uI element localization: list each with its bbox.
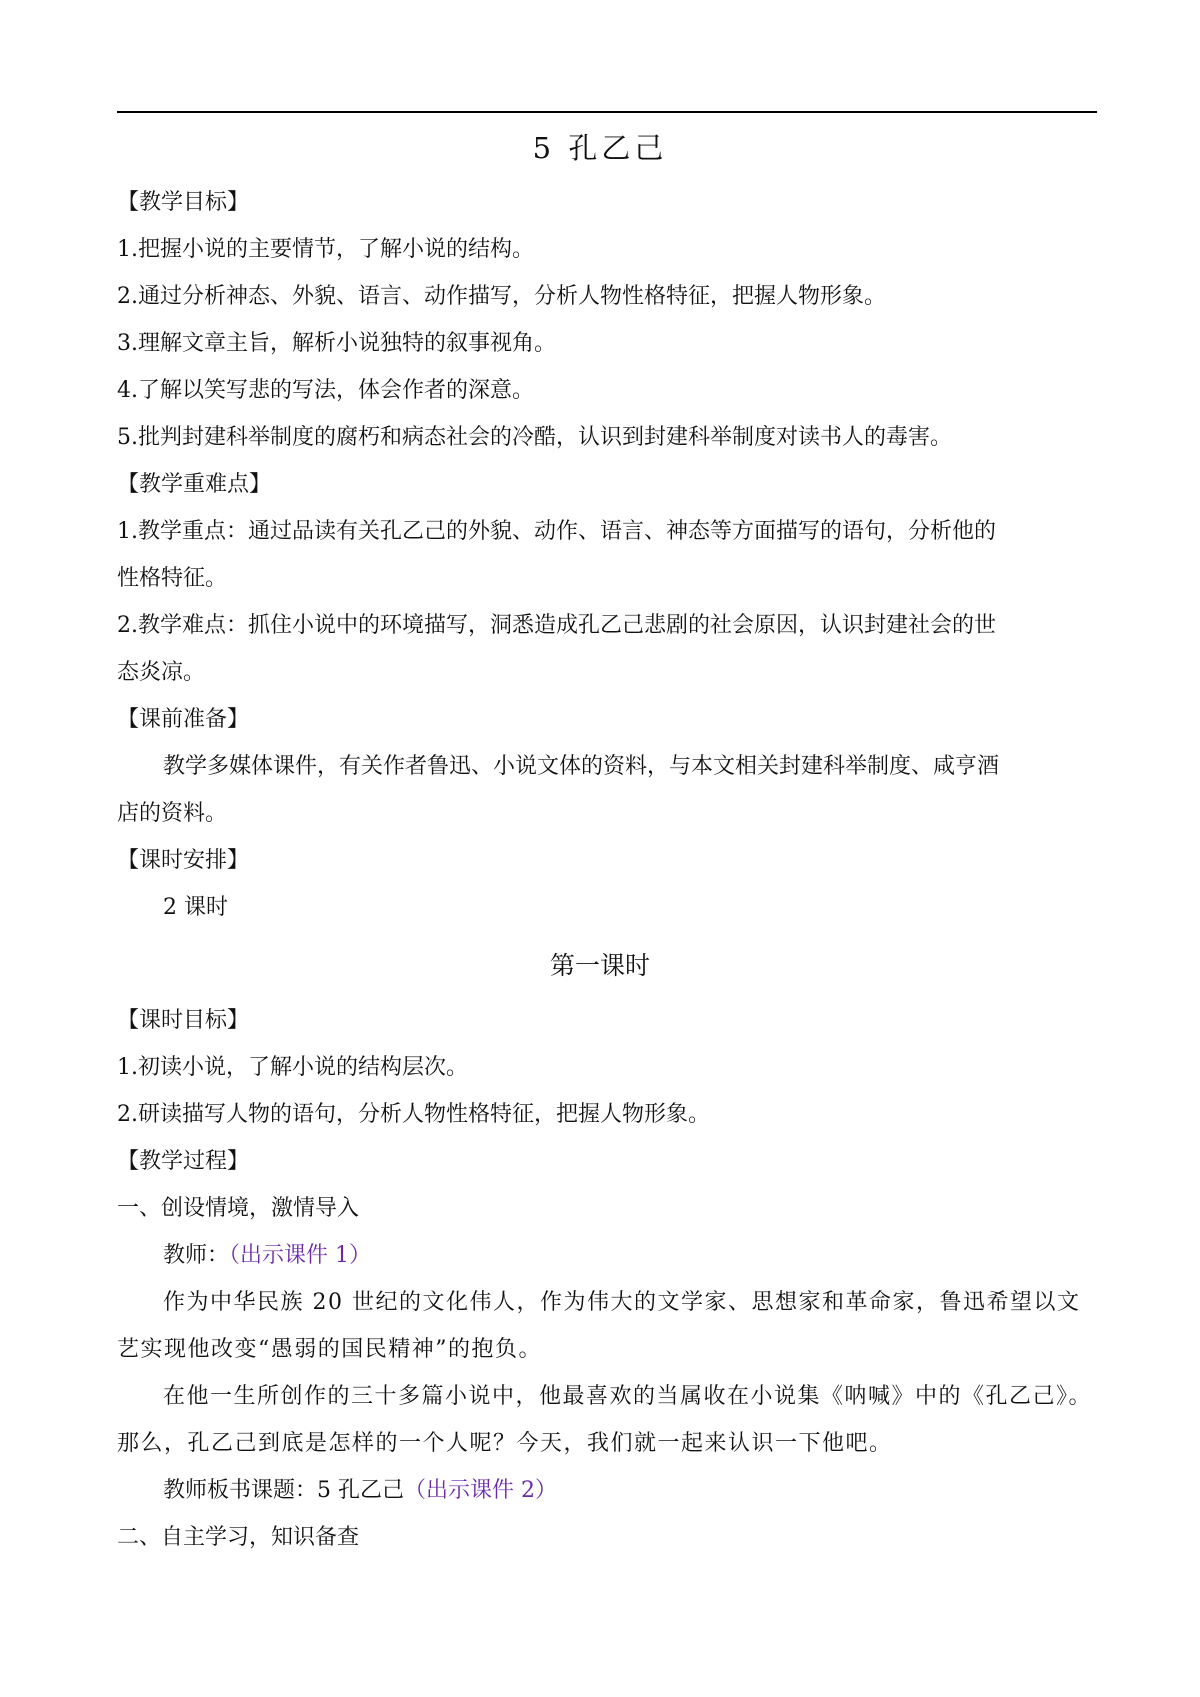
prep-line-2: 店的资料。 [117,801,228,826]
lesson-1-title: 第一课时 [549,951,650,980]
objective-1: 1.把握小说的主要情节，了解小说的结构。 [117,237,534,262]
para-2-line-1: 在他一生所创作的三十多篇小说中，他最喜欢的当属收在小说集《呐喊》中的《孔乙己》。 [163,1384,1093,1409]
key-point-2-line-1: 2.教学难点：抓住小说中的环境描写，洞悉造成孔乙己悲剧的社会原因，认识封建社会的世 [117,613,996,638]
para-1-line-1: 作为中华民族 20 世纪的文化伟人，作为伟大的文学家、思想家和革命家，鲁迅希望以文 [163,1290,1081,1315]
para-1-line-2: 艺实现他改变“愚弱的国民精神”的抱负。 [117,1337,542,1362]
objective-2: 2.通过分析神态、外貌、语言、动作描写，分析人物性格特征，把握人物形象。 [117,284,886,309]
lesson-goal-2: 2.研读描写人物的语句，分析人物性格特征，把握人物形象。 [117,1102,710,1127]
schedule-heading: 【课时安排】 [117,848,250,873]
slide-2-note: （出示课件 2） [404,1478,557,1503]
objective-4: 4.了解以笑写悲的写法，体会作者的深意。 [117,378,534,403]
prep-heading: 【课前准备】 [117,707,250,732]
key-point-2-line-2: 态炎凉。 [117,660,206,685]
step-1-heading: 一、创设情境，激情导入 [117,1196,360,1221]
objective-5: 5.批判封建科举制度的腐朽和病态社会的冷酷，认识到封建科举制度对读书人的毒害。 [117,425,952,450]
teacher-label: 教师： [163,1243,230,1268]
key-point-1-line-2: 性格特征。 [117,566,228,591]
board-line [163,1475,1103,1507]
step-2-heading: 二、自主学习，知识备查 [117,1525,360,1550]
lesson-goals-heading: 【课时目标】 [117,1008,250,1033]
objectives-heading: 【教学目标】 [117,190,250,215]
board-label: 教师板书课题：5 孔乙己 [163,1478,404,1503]
slide-1-note: （出示课件 1） [229,1243,372,1268]
objective-3: 3.理解文章主旨，解析小说独特的叙事视角。 [117,331,556,356]
schedule-value: 2 课时 [163,895,228,920]
key-points-heading: 【教学重难点】 [117,472,272,497]
teacher-line [163,1240,1103,1272]
page-title: 5 孔乙己 [532,131,668,165]
lesson-goal-1: 1.初读小说，了解小说的结构层次。 [117,1055,468,1080]
key-point-1-line-1: 1.教学重点：通过品读有关孔乙己的外貌、动作、语言、神态等方面描写的语句，分析他的 [117,519,996,544]
para-2-line-2: 那么，孔乙己到底是怎样的一个人呢？今天，我们就一起来认识一下他吧。 [117,1431,893,1456]
process-heading: 【教学过程】 [117,1149,250,1174]
header-rule [117,111,1097,113]
prep-line-1: 教学多媒体课件，有关作者鲁迅、小说文体的资料，与本文相关封建科举制度、咸亨酒 [163,754,1000,779]
